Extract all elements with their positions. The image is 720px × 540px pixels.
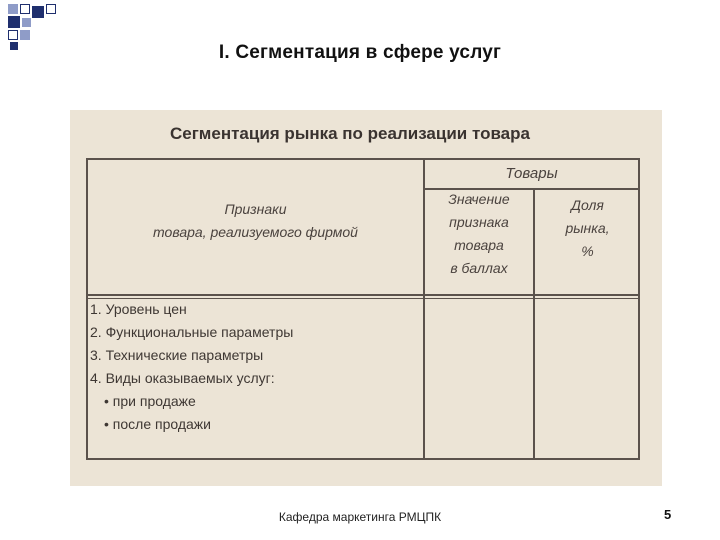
- table-row: 3. Технические параметры: [90, 347, 264, 363]
- criteria-header-line: Признаки: [224, 201, 287, 217]
- market-share-header: [535, 194, 640, 263]
- goods-header: Товары: [505, 165, 558, 182]
- header-divider: [88, 294, 638, 296]
- decor-square: [32, 6, 44, 18]
- table-row: 1. Уровень цен: [90, 301, 187, 317]
- share-header-line: Доля: [571, 197, 604, 213]
- decor-square: [20, 4, 30, 14]
- share-header-line: %: [581, 243, 594, 259]
- decor-square: [20, 30, 30, 40]
- scanned-table-image: [70, 110, 662, 486]
- criteria-list: [90, 298, 420, 436]
- table-row: 4. Виды оказываемых услуг:: [90, 370, 275, 386]
- decor-square: [8, 16, 20, 28]
- score-value-header: [425, 188, 533, 280]
- decor-square: [8, 4, 18, 14]
- criteria-header-line: товара, реализуемого фирмой: [153, 224, 358, 240]
- decor-square: [22, 18, 31, 27]
- slide-title: I. Сегментация в сфере услуг: [218, 42, 502, 63]
- share-header-line: рынка,: [565, 220, 610, 236]
- scan-title: Сегментация рынка по реализации товара: [170, 124, 530, 143]
- score-header-line: признака: [449, 214, 509, 230]
- footer-text: Кафедра маркетинга РМЦПК: [278, 510, 442, 524]
- score-header-line: Значение: [448, 191, 510, 207]
- decor-square: [8, 30, 18, 40]
- segmentation-table: [86, 158, 640, 460]
- criteria-header: [88, 198, 423, 244]
- score-header-line: товара: [454, 237, 504, 253]
- table-row: • после продажи: [104, 416, 211, 432]
- score-header-line: в баллах: [450, 260, 508, 276]
- decor-square: [46, 4, 56, 14]
- page-number: 5: [664, 507, 672, 522]
- table-row: 2. Функциональные параметры: [90, 324, 294, 340]
- table-row: • при продаже: [104, 393, 196, 409]
